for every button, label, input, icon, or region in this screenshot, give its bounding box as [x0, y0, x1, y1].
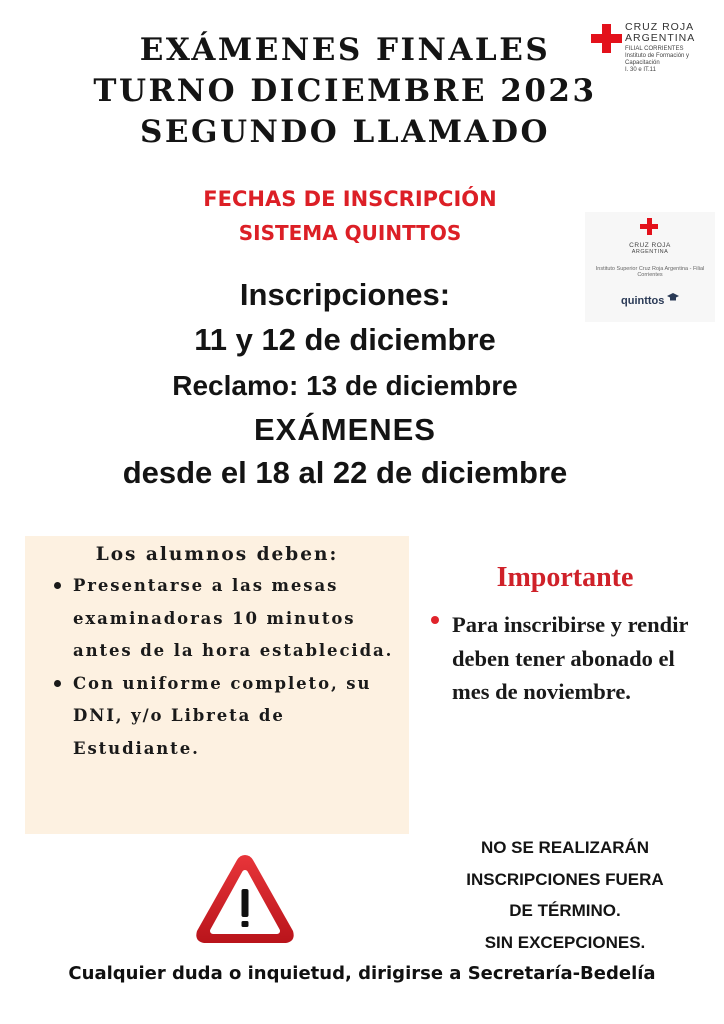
- inscriptions-label: Inscripciones:: [239, 277, 451, 312]
- title-line-1: EXÁMENES FINALES: [139, 32, 551, 68]
- red-cross-icon-vertical: [602, 24, 611, 53]
- list-item-text: Presentarse a las mesas examinadoras 10 minutos antes de la hora establecida.: [73, 576, 394, 660]
- bullet-icon: [54, 680, 61, 687]
- warning-icon: [193, 851, 297, 947]
- title-line-3: SEGUNDO LLAMADO: [140, 114, 550, 150]
- notice-line-2: INSCRIPCIONES FUERA: [466, 869, 664, 889]
- students-list: [25, 570, 409, 765]
- notice-line-4: SIN EXCEPCIONES.: [484, 932, 646, 952]
- notice-line-1: NO SE REALIZARÁN: [480, 838, 650, 857]
- quinttos-institute: Instituto Superior Cruz Roja Argentina - Filial Corrientes: [595, 266, 705, 278]
- logo-description: Instituto de Formación y Capacitación: [625, 53, 690, 66]
- quinttos-logo-name-2: ARGENTINA: [631, 249, 669, 255]
- important-text: Para inscribirse y rendir deben tener abonado el mes de noviembre.: [452, 612, 689, 704]
- logo-name-1: CRUZ ROJA: [625, 21, 695, 33]
- no-late-registration-notice: [420, 832, 710, 958]
- notice-line-3: DE TÉRMINO.: [509, 901, 621, 920]
- students-heading: Los alumnos deben:: [95, 544, 339, 565]
- list-item: [25, 668, 409, 766]
- bullet-icon: [54, 582, 61, 589]
- inscriptions-days: 11 y 12 de diciembre: [194, 322, 496, 357]
- title-line-2: TURNO DICIEMBRE 2023: [93, 73, 597, 109]
- list-item-text: Con uniforme completo, su DNI, y/o Libreta de Estudiante.: [73, 673, 372, 758]
- claim-date: Reclamo: 13 de diciembre: [172, 370, 518, 401]
- list-item: [25, 570, 409, 668]
- registration-line-1: FECHAS DE INSCRIPCIÓN: [203, 187, 497, 211]
- footer-contact: Cualquier duda o inquietud, dirigirse a Secretaría-Bedelía: [68, 963, 656, 984]
- important-heading: Importante: [496, 562, 634, 593]
- exams-days: desde el 18 al 22 de diciembre: [122, 455, 568, 490]
- red-bullet-icon: [431, 616, 439, 624]
- cruz-roja-logo: [588, 22, 718, 84]
- registration-line-2: SISTEMA QUINTTOS: [238, 221, 462, 245]
- quinttos-brand-text: quinttos: [621, 295, 665, 307]
- quinttos-logo-name-1: CRUZ ROJA: [629, 242, 671, 249]
- logo-code: I. 30 e IT.11: [625, 67, 656, 73]
- logo-name-2: ARGENTINA: [625, 32, 696, 44]
- small-red-cross-icon-vertical: [647, 218, 652, 235]
- logo-branch: FILIAL CORRIENTES: [625, 46, 684, 52]
- registration-heading: [100, 182, 600, 250]
- students-requirements-box: [25, 536, 409, 834]
- page-title: [0, 30, 690, 153]
- exams-label: EXÁMENES: [254, 412, 436, 447]
